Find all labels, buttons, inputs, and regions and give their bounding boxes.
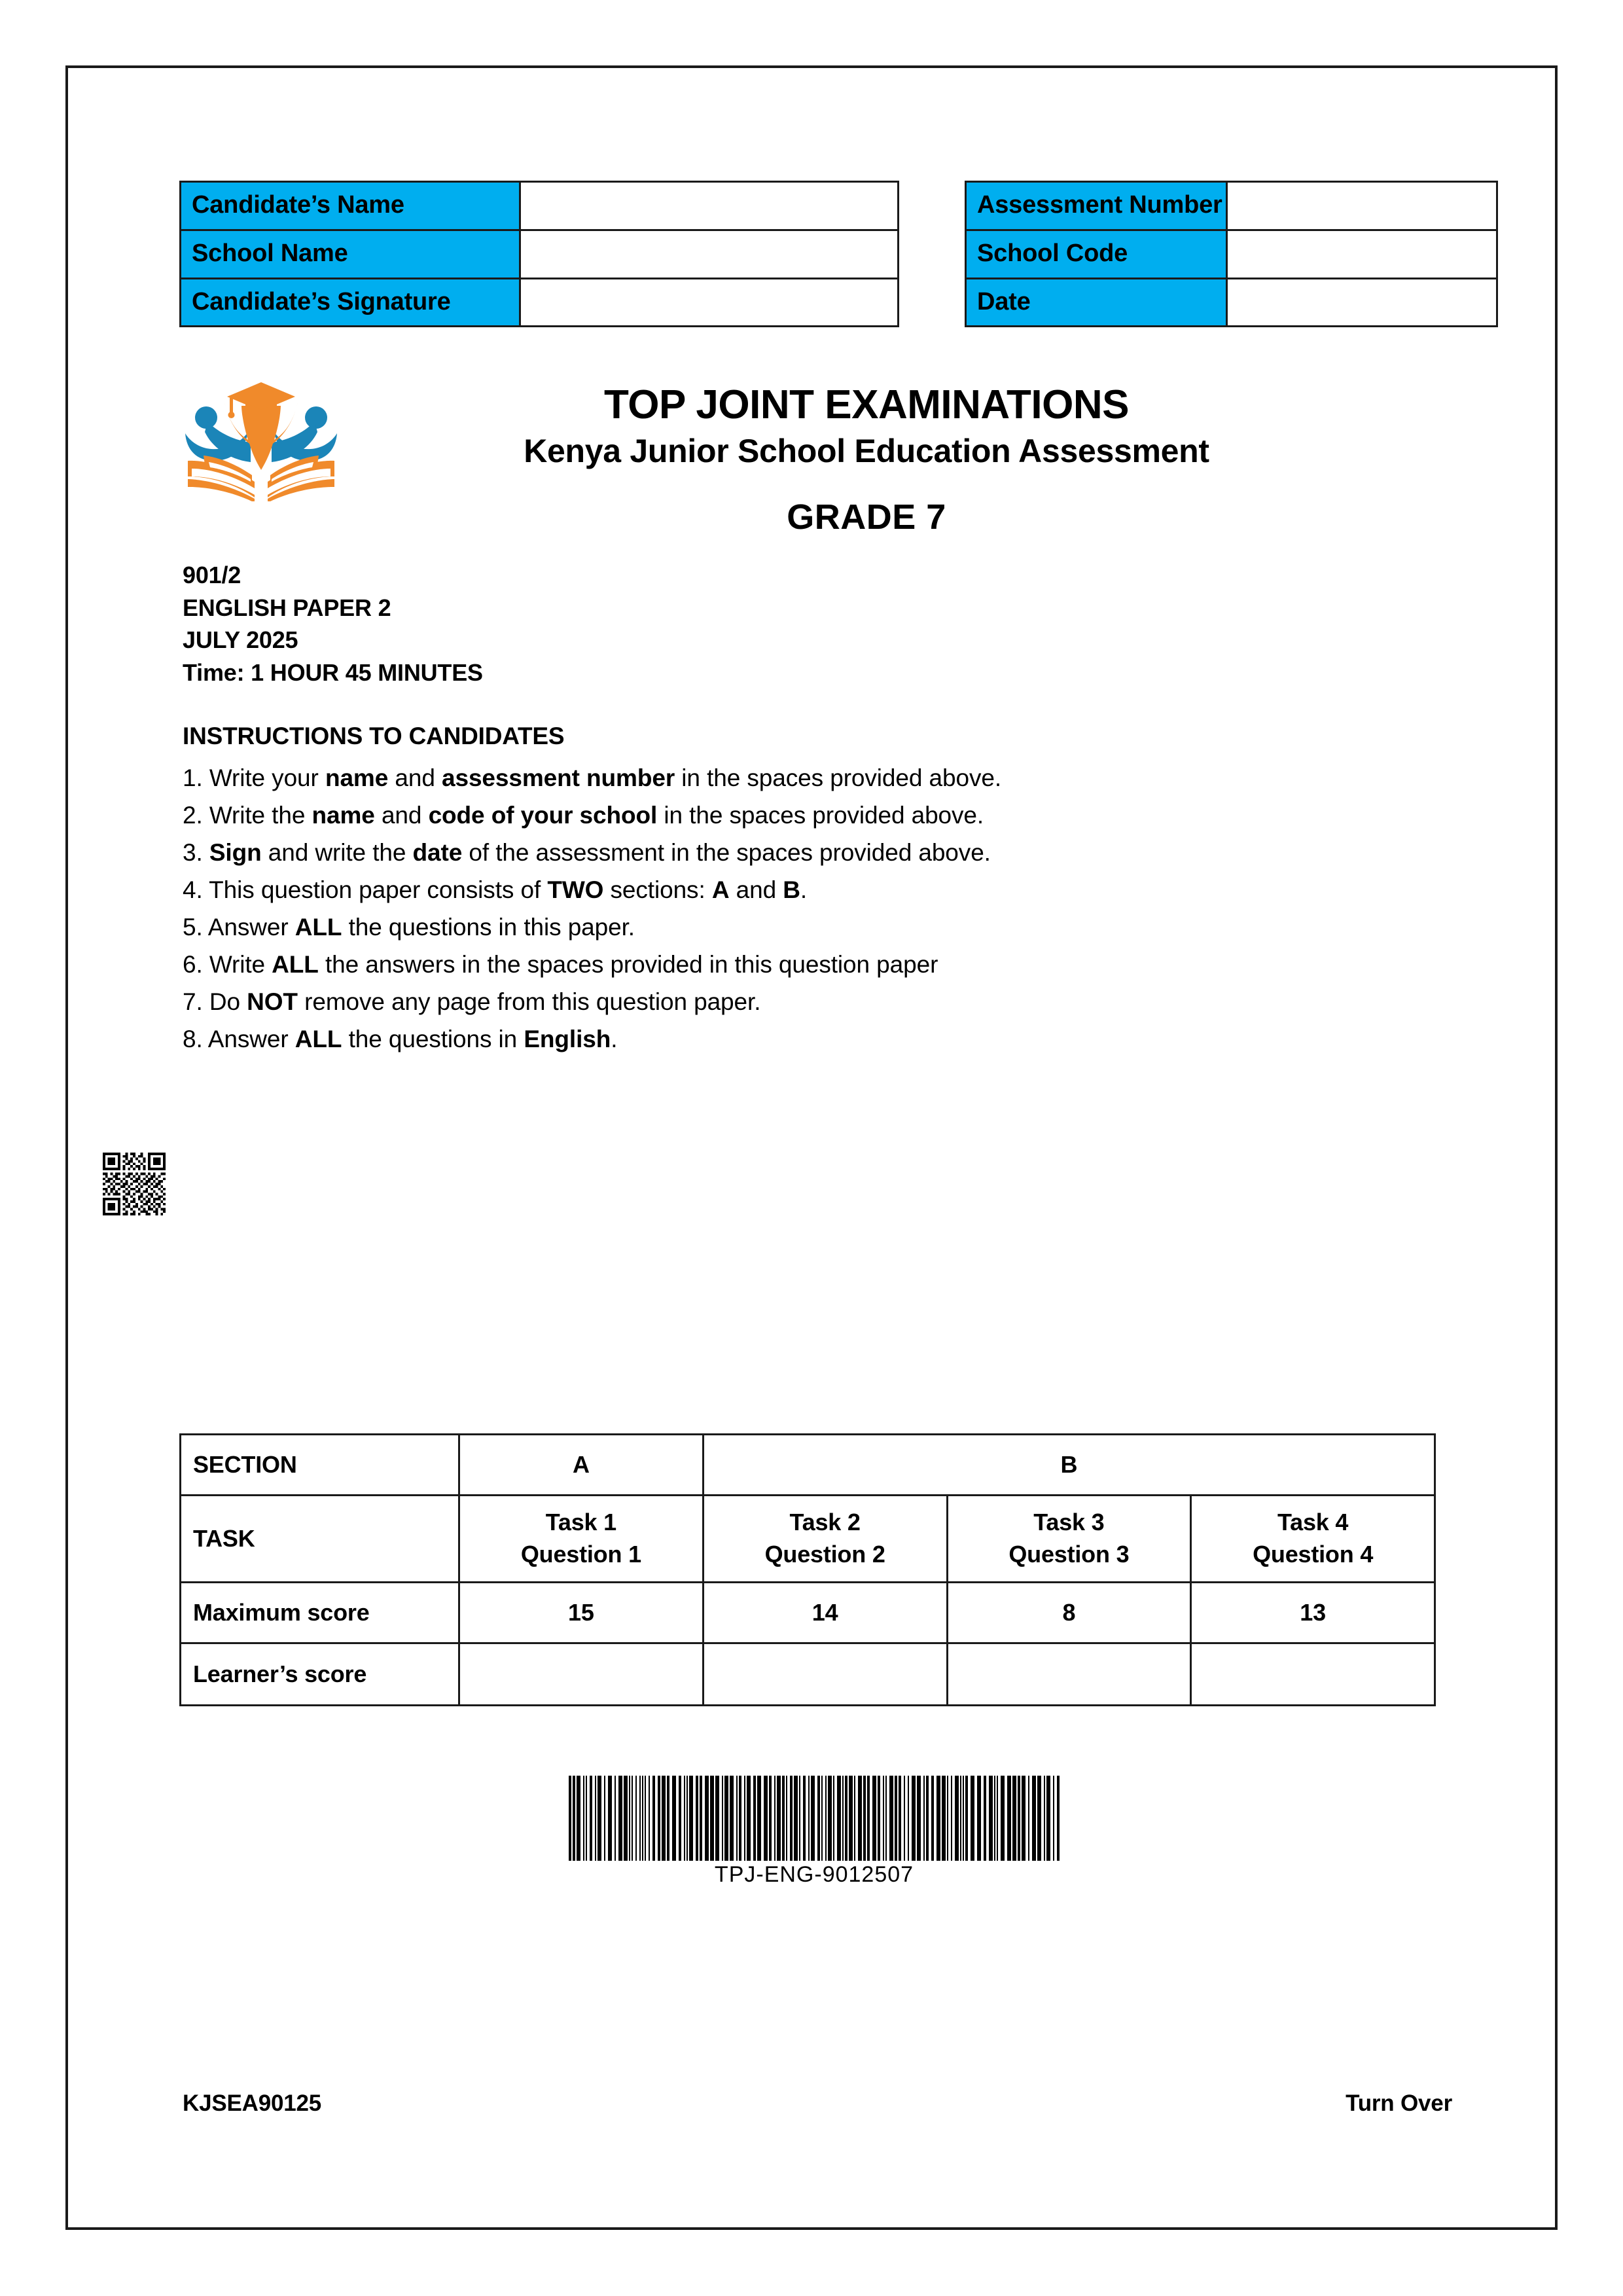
table-row bbox=[181, 230, 899, 278]
school-name-label: School Name bbox=[181, 230, 520, 278]
learner-score-task-2[interactable] bbox=[703, 1643, 947, 1706]
exam-subtitle: Kenya Junior School Education Assessment bbox=[524, 433, 1209, 470]
candidate-details-table bbox=[179, 181, 899, 327]
barcode-block bbox=[68, 1767, 1560, 1888]
paper-session: JULY 2025 bbox=[183, 626, 298, 654]
assessment-number-label: Assessment Number bbox=[966, 182, 1227, 230]
table-row bbox=[181, 1643, 1435, 1706]
footer-paper-id: KJSEA90125 bbox=[183, 2090, 322, 2116]
score-summary-table bbox=[179, 1433, 1436, 1706]
task-cell-2: Task 2 Question 2 bbox=[703, 1496, 947, 1583]
task-cell-3: Task 3 Question 3 bbox=[947, 1496, 1191, 1583]
max-score-row-label: Maximum score bbox=[181, 1583, 459, 1643]
instruction-item: 7. Do NOT remove any page from this question paper. bbox=[183, 988, 761, 1015]
date-field[interactable] bbox=[1227, 278, 1497, 327]
learner-score-row-label: Learner’s score bbox=[181, 1643, 459, 1706]
assessment-number-field[interactable] bbox=[1227, 182, 1497, 230]
instruction-item: 6. Write ALL the answers in the spaces provided in this question paper bbox=[183, 951, 938, 978]
table-row bbox=[181, 1435, 1435, 1496]
date-label: Date bbox=[966, 278, 1227, 327]
barcode-image bbox=[569, 1776, 1060, 1861]
exam-header bbox=[68, 369, 1560, 559]
table-row bbox=[966, 230, 1497, 278]
page-footer bbox=[183, 2090, 1452, 2117]
candidate-signature-label: Candidate’s Signature bbox=[181, 278, 520, 327]
section-row-label: SECTION bbox=[181, 1435, 459, 1496]
table-row bbox=[181, 1496, 1435, 1583]
instructions-heading: INSTRUCTIONS TO CANDIDATES bbox=[183, 723, 565, 749]
instruction-item: 5. Answer ALL the questions in this paper. bbox=[183, 914, 635, 941]
school-code-field[interactable] bbox=[1227, 230, 1497, 278]
section-b-cell: B bbox=[703, 1435, 1435, 1496]
section-a-cell: A bbox=[459, 1435, 704, 1496]
assessment-details-table bbox=[965, 181, 1498, 327]
paper-duration: Time: 1 HOUR 45 MINUTES bbox=[183, 659, 483, 687]
qr-code bbox=[103, 1153, 166, 1215]
grade-label: GRADE 7 bbox=[787, 497, 946, 537]
exam-title-group bbox=[343, 382, 1390, 471]
exam-title: TOP JOINT EXAMINATIONS bbox=[604, 382, 1129, 427]
instruction-item: 4. This question paper consists of TWO sections: A and B. bbox=[183, 876, 808, 903]
instruction-item: 1. Write your name and assessment number in the spaces provided above. bbox=[183, 764, 1002, 791]
table-row bbox=[966, 182, 1497, 230]
max-score-task-3: 8 bbox=[947, 1583, 1191, 1643]
learner-score-task-4[interactable] bbox=[1191, 1643, 1435, 1706]
school-code-label: School Code bbox=[966, 230, 1227, 278]
table-row bbox=[181, 1583, 1435, 1643]
candidate-name-field[interactable] bbox=[520, 182, 899, 230]
table-row bbox=[966, 278, 1497, 327]
candidate-name-label: Candidate’s Name bbox=[181, 182, 520, 230]
candidate-signature-field[interactable] bbox=[520, 278, 899, 327]
instruction-item: 8. Answer ALL the questions in English. bbox=[183, 1026, 618, 1052]
barcode-value: TPJ-ENG-9012507 bbox=[714, 1862, 914, 1887]
instruction-item: 2. Write the name and code of your school in the spaces provided above. bbox=[183, 802, 984, 829]
footer-turn-over: Turn Over bbox=[1346, 2090, 1452, 2116]
page-frame bbox=[65, 65, 1558, 2230]
school-name-field[interactable] bbox=[520, 230, 899, 278]
table-row bbox=[181, 182, 899, 230]
task-row-label: TASK bbox=[181, 1496, 459, 1583]
instruction-item: 3. Sign and write the date of the assessment in the spaces provided above. bbox=[183, 839, 991, 866]
table-row bbox=[181, 278, 899, 327]
task-cell-1: Task 1 Question 1 bbox=[459, 1496, 704, 1583]
learner-score-task-1[interactable] bbox=[459, 1643, 704, 1706]
paper-subject: ENGLISH PAPER 2 bbox=[183, 594, 391, 621]
learner-score-task-3[interactable] bbox=[947, 1643, 1191, 1706]
max-score-task-1: 15 bbox=[459, 1583, 704, 1643]
task-cell-4: Task 4 Question 4 bbox=[1191, 1496, 1435, 1583]
paper-metadata bbox=[183, 559, 1099, 689]
max-score-task-2: 14 bbox=[703, 1583, 947, 1643]
paper-code: 901/2 bbox=[183, 562, 241, 588]
instructions-section bbox=[183, 723, 1452, 1058]
max-score-task-4: 13 bbox=[1191, 1583, 1435, 1643]
top-joint-examinations-logo bbox=[183, 377, 340, 501]
